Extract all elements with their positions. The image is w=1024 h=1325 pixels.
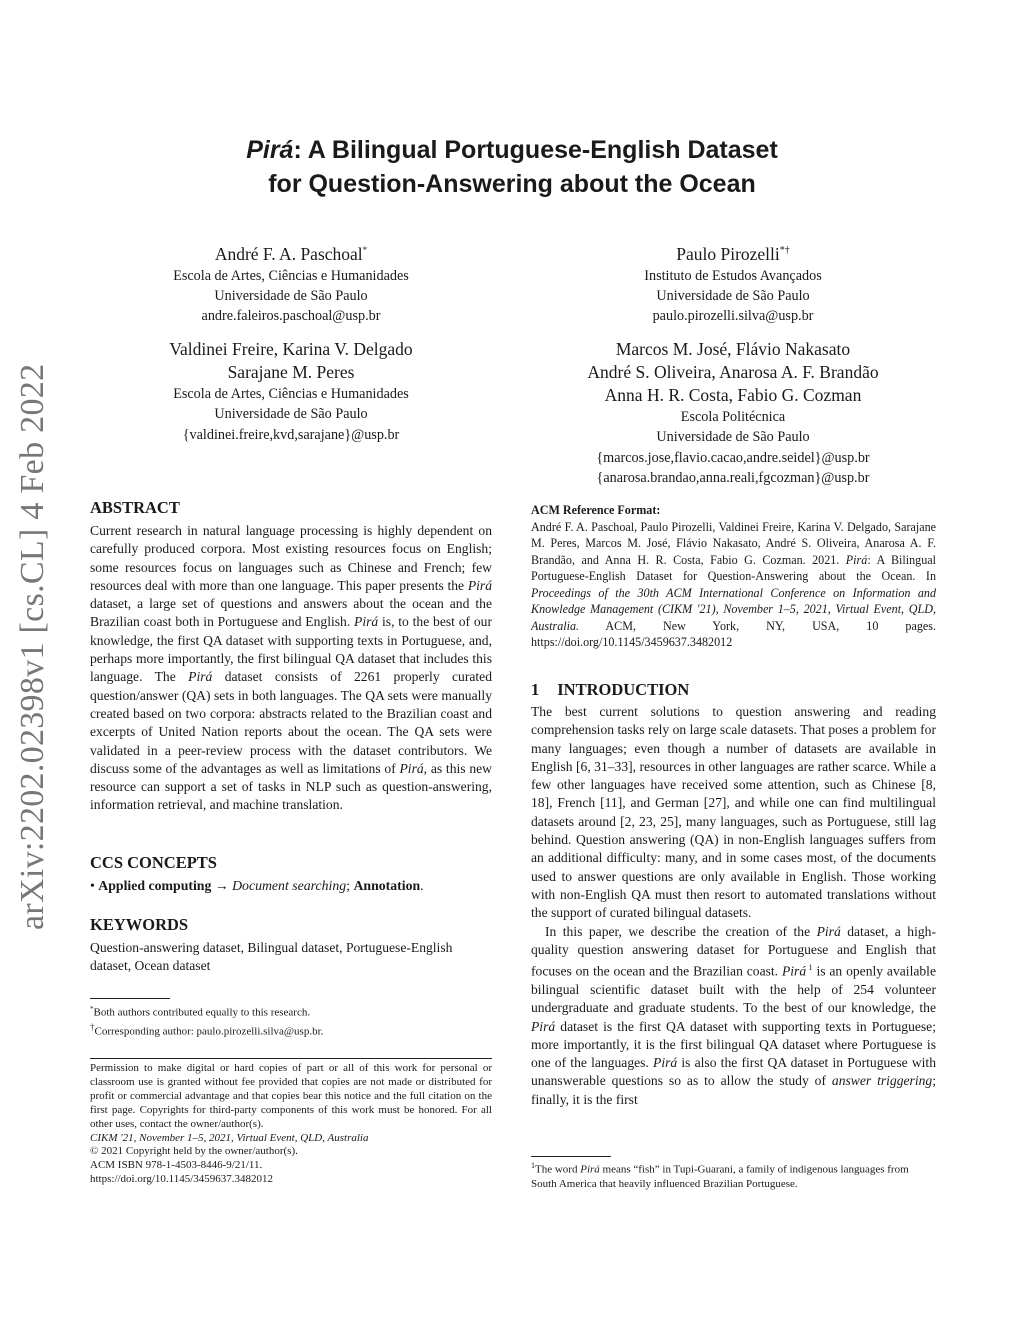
affiliation: Escola de Artes, Ciências e Humanidades — [173, 267, 409, 284]
acm-reference-heading: ACM Reference Format: — [531, 503, 661, 517]
author-name: Paulo Pirozelli — [676, 243, 780, 264]
abstract-heading: ABSTRACT — [90, 498, 180, 517]
text-segment: Pirá — [354, 614, 379, 630]
text-segment: dataset, a large set of questions and answers about the ocean and the Brazilian coast both in Portuguese and English. — [90, 596, 492, 630]
keywords-heading: KEYWORDS — [90, 915, 189, 934]
text-segment: : A Bilingual Portuguese-English Dataset for Question-Answering about the Ocean. In — [531, 552, 936, 583]
text-segment: dataset, a high-quality question answering dataset for Portuguese and English that focuses on the ocean and the Brazilian coast. — [531, 923, 936, 979]
text-segment: Pirá — [816, 923, 841, 939]
text-segment: Document searching — [232, 878, 347, 893]
paper-title — [0, 133, 1024, 201]
text-segment: ACM, New York, NY, USA, 10 pages. https://doi.org/10.1145/3459637.3482012 — [531, 618, 936, 649]
section-number: 1 — [531, 680, 540, 699]
title-line2: for Question-Answering about the Ocean — [268, 170, 756, 198]
text-segment: • — [90, 878, 99, 893]
text-segment: Pirá — [781, 963, 807, 979]
footnote-text: Both authors contributed equally to this research. — [93, 1006, 311, 1019]
footnotes-left — [90, 1003, 492, 1039]
introduction-heading: INTRODUCTION — [557, 680, 690, 699]
text-segment: ; finally, it is the first — [531, 1073, 936, 1107]
doi-link[interactable]: https://doi.org/10.1145/3459637.3482012 — [90, 1173, 274, 1186]
text-segment: The best current solutions to question answering and reading comprehension tasks rely on large scale datasets. That poses a problem for many languages; even though a number of datasets are available in English [6, 31–33], resources in other languages are rather scarce. While a few other languages have received some attention, such as Chinese [8, 18], French [11], and German [27], and while one can find multilingual datasets around [2, 23, 25], many languages, such as Portuguese, still lag behind. Question answering (QA) in non-English languages suffers from an additional difficulty: many, and in some cases most, of the documents used to answer questions are only available in English. Those working with non-English QA must then resort to automated translations without the support of curated bilingual datasets. — [531, 704, 936, 921]
text-segment: Pirá — [845, 552, 868, 567]
author-block-1 — [90, 239, 492, 327]
text-segment: Proceedings of the 30th ACM International Conference on Information and Knowledge Management (CIKM '21), November 1–5, 2021, Virtual Event, QLD, Australia. — [531, 585, 936, 633]
author-email: {anarosa.brandao,anna.reali,fgcozman}@usp.br — [596, 469, 870, 486]
text-segment: Annotation — [353, 878, 421, 893]
affiliation: Universidade de São Paulo — [656, 288, 810, 305]
ccs-heading: CCS CONCEPTS — [90, 853, 217, 872]
author-block-3 — [90, 338, 492, 445]
arxiv-stamp: arXiv:2202.02398v1 [cs.CL] 4 Feb 2022 — [14, 363, 51, 930]
author-name: André S. Oliveira, Anarosa A. F. Brandão — [587, 362, 879, 382]
affiliation: Universidade de São Paulo — [214, 406, 368, 423]
author-name: Sarajane M. Peres — [227, 362, 355, 382]
footnote-rule-right — [531, 1156, 611, 1157]
text-segment: is, to the best of our knowledge, the first QA dataset with supporting texts in Portuguese, and, perhaps more importantly, the first bilingual QA dataset that includes this language. The — [90, 614, 492, 685]
keywords-text: Question-answering dataset, Bilingual dataset, Portuguese-English dataset, Ocean dataset — [90, 940, 453, 974]
author-name: Marcos M. José, Flávio Nakasato — [615, 339, 851, 359]
author-email: {marcos.jose,flavio.cacao,andre.seidel}@usp.br — [596, 449, 870, 466]
intro-paragraph-1 — [531, 703, 936, 923]
text-segment: means “fish” in Tupi-Guarani, a family of indigenous languages from South America that heavily influenced Brazilian Portuguese. — [531, 1163, 909, 1190]
text-segment: Applied computing — [98, 878, 212, 893]
text-segment: Pirá — [653, 1055, 678, 1071]
introduction-section — [531, 680, 936, 1109]
author-block-4 — [530, 338, 936, 488]
text-segment: In this paper, we describe the creation of the — [545, 923, 817, 939]
text-segment: dataset consists of 2261 properly curated question/answer (QA) sets in both languages. The QA sets were manually created based on two corpora: abstracts related to the Brazilian coast and excerpts of United Nation reports about the ocean. The QA sets were validated in a peer-review process with the dataset contributors. We discuss some of the advantages as well as limitations of — [90, 669, 492, 776]
text-segment: . — [420, 878, 424, 893]
text-segment: The word — [535, 1163, 581, 1176]
permission-block — [90, 1062, 492, 1187]
footnote-mark: † — [90, 1021, 95, 1032]
text-segment: André F. A. Paschoal, Paulo Pirozelli, Valdinei Freire, Karina V. Delgado, Sarajane M. Peres, Marcos M. José, Flávio Nakasato, André S. Oliveira, Anarosa A. F. Brandão, and Anna H. R. Costa, Fabio G. Cozman. 2021. — [531, 519, 936, 567]
affiliation: Instituto de Estudos Avançados — [644, 267, 822, 284]
abstract-text — [90, 522, 492, 815]
author-name: Anna H. R. Costa, Fabio G. Cozman — [604, 385, 862, 405]
intro-paragraph-2 — [531, 923, 936, 1110]
author-email: paulo.pirozelli.silva@usp.br — [652, 308, 814, 325]
author-email: andre.faleiros.paschoal@usp.br — [201, 308, 381, 325]
affiliation: Escola Politécnica — [680, 409, 786, 425]
text-segment: ; — [346, 878, 354, 893]
copyright: © 2021 Copyright held by the owner/author(s). — [90, 1145, 298, 1158]
text-segment: Pirá — [580, 1163, 600, 1176]
acm-reference — [531, 502, 936, 651]
text-segment: dataset is the first QA dataset with supporting texts in Portuguese; more importantly, it is the first bilingual QA dataset where Portuguese is one of the languages. — [531, 1018, 936, 1071]
text-segment: Pirá — [399, 760, 424, 776]
footnote-right — [531, 1159, 936, 1191]
author-mark: *† — [779, 245, 790, 256]
permission-text: Permission to make digital or hard copies of part or all of this work for personal or classroom use is granted without fee provided that copies are not made or distributed for profit or commercial advantage and that copies bear this notice and the full citation on the first page. Copyrights for third-party components of this work must be honored. For all other uses, contact the owner/author(s). — [90, 1062, 492, 1130]
text-segment: 1 — [531, 1161, 535, 1170]
affiliation: Escola de Artes, Ciências e Humanidades — [173, 386, 409, 402]
footnote-text: Corresponding author: paulo.pirozelli.silva@usp.br. — [94, 1025, 324, 1038]
footnote-mark: * — [90, 1005, 94, 1013]
title-line1: : A Bilingual Portuguese-English Dataset — [293, 136, 778, 164]
affiliation: Universidade de São Paulo — [656, 429, 810, 446]
text-segment: answer triggering — [831, 1073, 933, 1089]
author-mark: * — [362, 245, 368, 255]
author-name: André F. A. Paschoal — [214, 243, 363, 264]
keywords-section — [90, 915, 492, 976]
venue: CIKM '21, November 1–5, 2021, Virtual Event, QLD, Australia — [90, 1131, 369, 1144]
title-italic: Pirá — [246, 136, 294, 164]
ccs-text — [90, 877, 492, 895]
author-email: {valdinei.freire,kvd,sarajane}@usp.br — [182, 426, 400, 443]
permission-rule — [90, 1058, 492, 1059]
text-segment: is an openly available bilingual scientific dataset built with the help of 254 volunteer undergraduate and graduate students. To the best of our knowledge, the — [531, 963, 936, 1016]
text-segment: Pirá — [188, 669, 213, 685]
acm-reference-text — [531, 519, 936, 651]
text-segment: 1 — [806, 963, 813, 973]
abstract-section — [90, 498, 492, 815]
ccs-section — [90, 853, 492, 895]
text-segment: Pirá — [531, 1018, 556, 1034]
author-name: Valdinei Freire, Karina V. Delgado — [169, 339, 413, 359]
text-segment: Pirá — [467, 577, 492, 593]
isbn: ACM ISBN 978-1-4503-8446-9/21/11. — [90, 1159, 263, 1172]
affiliation: Universidade de São Paulo — [214, 288, 368, 305]
text-segment: , as this new resource can support a set of tasks in NLP such as question-answering, information retrieval, and machine translation. — [90, 760, 492, 813]
author-block-2 — [530, 239, 936, 327]
text-segment: → — [211, 878, 233, 893]
footnote-rule — [90, 998, 170, 999]
text-segment: Current research in natural language processing is highly dependent on carefully produced corpora. Most existing resources focus on English; some resources focus on languages such as Chinese and French; few resources deal with more than one language. This paper presents the — [90, 523, 492, 593]
text-segment: is also the first QA dataset in Portuguese with unanswerable questions so as to allow the study of — [531, 1055, 936, 1089]
